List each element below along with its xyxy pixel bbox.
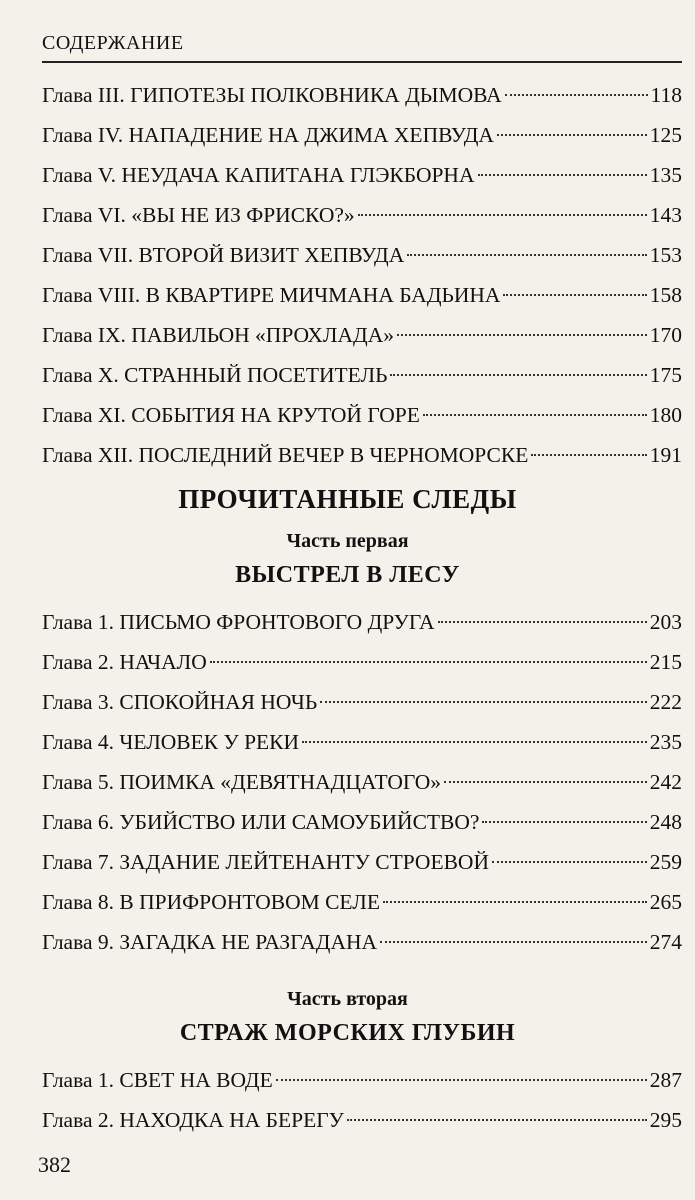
toc-entry[interactable] (42, 1060, 682, 1100)
toc-entry[interactable] (42, 762, 682, 802)
toc-entry-page: 287 (649, 1068, 682, 1092)
toc-entry[interactable] (42, 75, 682, 115)
dot-leader (503, 293, 646, 296)
dot-leader (482, 820, 646, 823)
toc-entry-title: Глава VII. ВТОРОЙ ВИЗИТ ХЕПВУДА (42, 243, 405, 267)
toc-entry-title: Глава 6. УБИЙСТВО ИЛИ САМОУБИЙСТВО? (42, 810, 480, 834)
book-title: ПРОЧИТАННЫЕ СЛЕДЫ (178, 484, 517, 514)
dot-leader (380, 940, 647, 943)
part2-title: СТРАЖ МОРСКИХ ГЛУБИН (179, 1020, 516, 1046)
toc-entry-page: 143 (649, 203, 682, 227)
dot-leader (383, 900, 647, 903)
dot-leader (492, 860, 647, 863)
toc-entry-page: 274 (649, 930, 682, 954)
toc-entry[interactable] (42, 802, 682, 842)
dot-leader (320, 700, 647, 703)
dot-leader (505, 93, 648, 96)
dot-leader (531, 453, 646, 456)
toc-entry-page: 125 (649, 123, 682, 147)
dot-leader (407, 253, 647, 256)
toc-entry-title: Глава 3. СПОКОЙНАЯ НОЧЬ (42, 690, 318, 714)
toc-entry-title: Глава IV. НАПАДЕНИЕ НА ДЖИМА ХЕПВУДА (42, 123, 494, 147)
toc-entry-page: 180 (649, 403, 682, 427)
toc-entry[interactable] (42, 602, 682, 642)
toc-entry[interactable] (42, 722, 682, 762)
toc-entry-title: Глава VI. «ВЫ НЕ ИЗ ФРИСКО?» (42, 203, 355, 227)
dot-leader (478, 173, 647, 176)
toc-entry-page: 265 (649, 890, 682, 914)
part2-label: Часть вторая (287, 988, 408, 1010)
toc-entry[interactable] (42, 922, 682, 962)
page-number: 382 (38, 1152, 71, 1177)
toc-entry-page: 203 (649, 610, 682, 634)
toc-list-part2 (42, 1060, 682, 1140)
dot-leader (390, 373, 646, 376)
toc-entry-title: Глава IX. ПАВИЛЬОН «ПРОХЛАДА» (42, 323, 394, 347)
dot-leader (347, 1118, 647, 1121)
dot-leader (397, 333, 647, 336)
toc-list-part1 (42, 602, 682, 962)
toc-entry-title: Глава XII. ПОСЛЕДНИЙ ВЕЧЕР В ЧЕРНОМОРСКЕ (42, 443, 529, 467)
toc-entry-title: Глава VIII. В КВАРТИРЕ МИЧМАНА БАДЬИНА (42, 283, 501, 307)
toc-entry-title: Глава 5. ПОИМКА «ДЕВЯТНАДЦАТОГО» (42, 770, 442, 794)
toc-entry-page: 259 (649, 850, 682, 874)
toc-entry-title: Глава 7. ЗАДАНИЕ ЛЕЙТЕНАНТУ СТРОЕВОЙ (42, 850, 489, 874)
toc-entry-page: 242 (649, 770, 682, 794)
running-head: СОДЕРЖАНИЕ (42, 32, 682, 63)
toc-entry[interactable] (42, 275, 682, 315)
toc-entry-page: 191 (649, 443, 682, 467)
toc-entry-page: 135 (649, 163, 682, 187)
toc-entry[interactable] (42, 115, 682, 155)
toc-entry-title: Глава 8. В ПРИФРОНТОВОМ СЕЛЕ (42, 890, 380, 914)
toc-entry-page: 235 (649, 730, 682, 754)
dot-leader (423, 413, 647, 416)
toc-entry-page: 248 (649, 810, 682, 834)
part1-label: Часть первая (286, 530, 409, 552)
toc-entry-page: 295 (649, 1108, 682, 1132)
toc-entry-page: 175 (649, 363, 682, 387)
toc-entry[interactable] (42, 235, 682, 275)
toc-entry[interactable] (42, 315, 682, 355)
toc-entry-page: 118 (650, 83, 682, 107)
toc-entry-page: 170 (649, 323, 682, 347)
toc-entry-title: Глава 9. ЗАГАДКА НЕ РАЗГАДАНА (42, 930, 378, 954)
toc-entry-page: 153 (649, 243, 682, 267)
toc-entry[interactable] (42, 355, 682, 395)
part1-title: ВЫСТРЕЛ В ЛЕСУ (235, 562, 460, 588)
dot-leader (302, 740, 647, 743)
toc-entry[interactable] (42, 435, 682, 475)
toc-entry[interactable] (42, 882, 682, 922)
toc-entry-title: Глава 1. ПИСЬМО ФРОНТОВОГО ДРУГА (42, 610, 435, 634)
dot-leader (276, 1078, 647, 1081)
toc-entry-title: Глава III. ГИПОТЕЗЫ ПОЛКОВНИКА ДЫМОВА (42, 83, 502, 107)
toc-entry-page: 222 (649, 690, 682, 714)
toc-entry[interactable] (42, 395, 682, 435)
toc-entry[interactable] (42, 1100, 682, 1140)
dot-leader (497, 133, 647, 136)
toc-list-top (42, 75, 682, 475)
toc-entry-page: 215 (649, 650, 682, 674)
dot-leader (358, 213, 647, 216)
toc-entry-title: Глава V. НЕУДАЧА КАПИТАНА ГЛЭКБОРНА (42, 163, 475, 187)
toc-entry-title: Глава 2. НАХОДКА НА БЕРЕГУ (42, 1108, 344, 1132)
toc-entry[interactable] (42, 155, 682, 195)
toc-entry-title: Глава 1. СВЕТ НА ВОДЕ (42, 1068, 273, 1092)
toc-entry-title: Глава 4. ЧЕЛОВЕК У РЕКИ (42, 730, 300, 754)
dot-leader (438, 620, 647, 623)
toc-entry[interactable] (42, 682, 682, 722)
toc-entry-page: 158 (649, 283, 682, 307)
toc-entry-title: Глава XI. СОБЫТИЯ НА КРУТОЙ ГОРЕ (42, 403, 420, 427)
toc-entry[interactable] (42, 842, 682, 882)
toc-entry[interactable] (42, 195, 682, 235)
toc-entry[interactable] (42, 642, 682, 682)
dot-leader (210, 660, 647, 663)
toc-entry-title: Глава X. СТРАННЫЙ ПОСЕТИТЕЛЬ (42, 363, 388, 387)
dot-leader (444, 780, 647, 783)
toc-entry-title: Глава 2. НАЧАЛО (42, 650, 207, 674)
